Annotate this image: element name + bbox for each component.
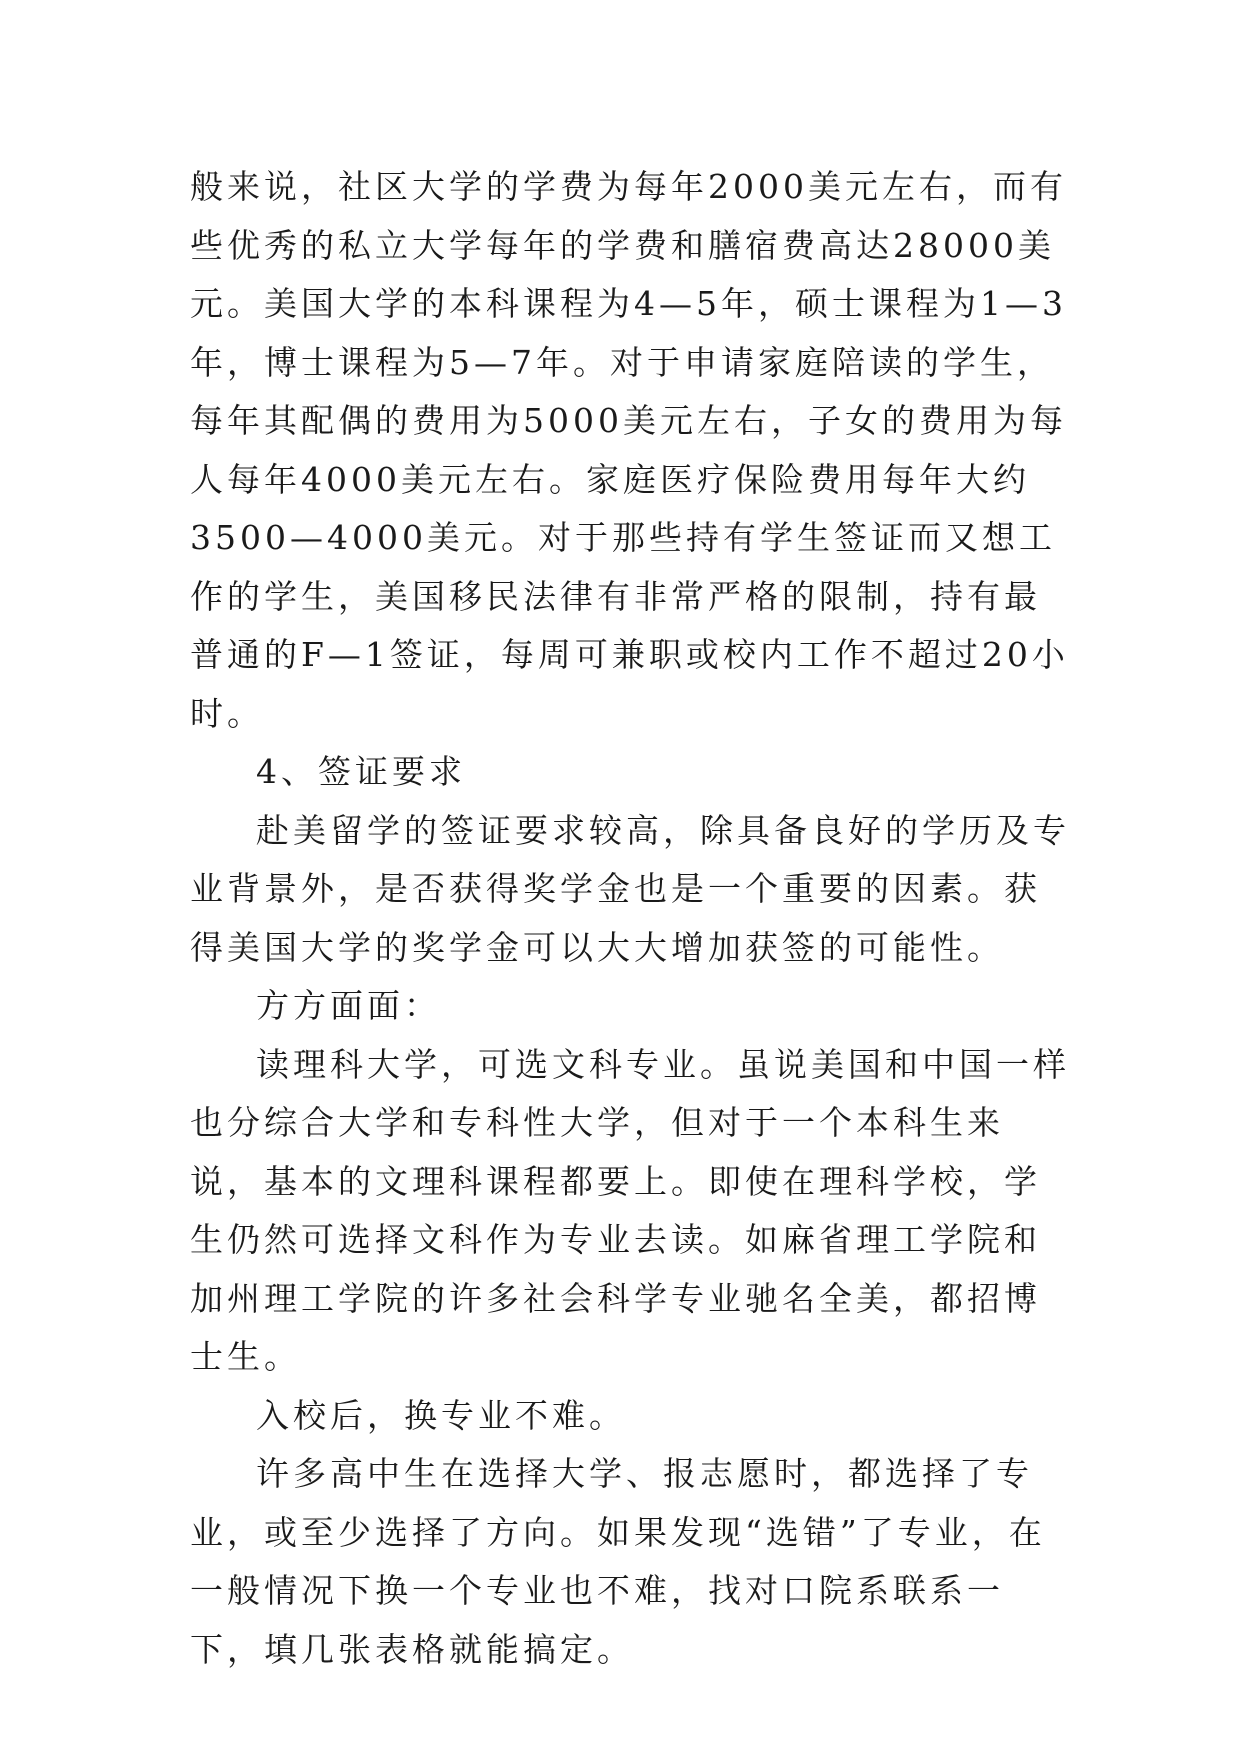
document-body — [190, 158, 1070, 1679]
paragraph-science-arts: 读理科大学，可选文科专业。虽说美国和中国一样也分综合大学和专科性大学，但对于一个本科生来说，基本的文理科课程都要上。即使在理科学校，学生仍然可选择文科作为专业去读。如麻省理工学院和加州理工学院的许多社会科学专业驰名全美，都招博士生。 — [190, 1044, 1070, 1376]
paragraph-change-major: 许多高中生在选择大学、报志愿时，都选择了专业，或至少选择了方向。如果发现“选错”了专业，在一般情况下换一个专业也不难，找对口院系联系一下，填几张表格就能搞定。 — [190, 1454, 1046, 1669]
paragraph-visa-requirements: 赴美留学的签证要求较高，除具备良好的学历及专业背景外，是否获得奖学金也是一个重要的因素。获得美国大学的奖学金可以大大增加获签的可能性。 — [190, 810, 1070, 967]
section-heading-aspects: 方方面面： — [256, 986, 441, 1025]
paragraph-tuition-costs: 般来说，社区大学的学费为每年2000美元左右，而有些优秀的私立大学每年的学费和膳宿费高达28000美元。美国大学的本科课程为4—5年，硕士课程为1—3年，博士课程为5—7年。对于申请家庭陪读的学生，每年其配偶的费用为5000美元左右，子女的费用为每人每年4000美元左右。家庭医疗保险费用每年大约3500—4000美元。对于那些持有学生签证而又想工作的学生，美国移民法律有非常严格的限制，持有最普通的F—1签证，每周可兼职或校内工作不超过20小时。 — [190, 167, 1069, 733]
section-heading-visa: 4、签证要求 — [256, 752, 466, 791]
paragraph-change-major-heading: 入校后，换专业不难。 — [256, 1395, 626, 1435]
